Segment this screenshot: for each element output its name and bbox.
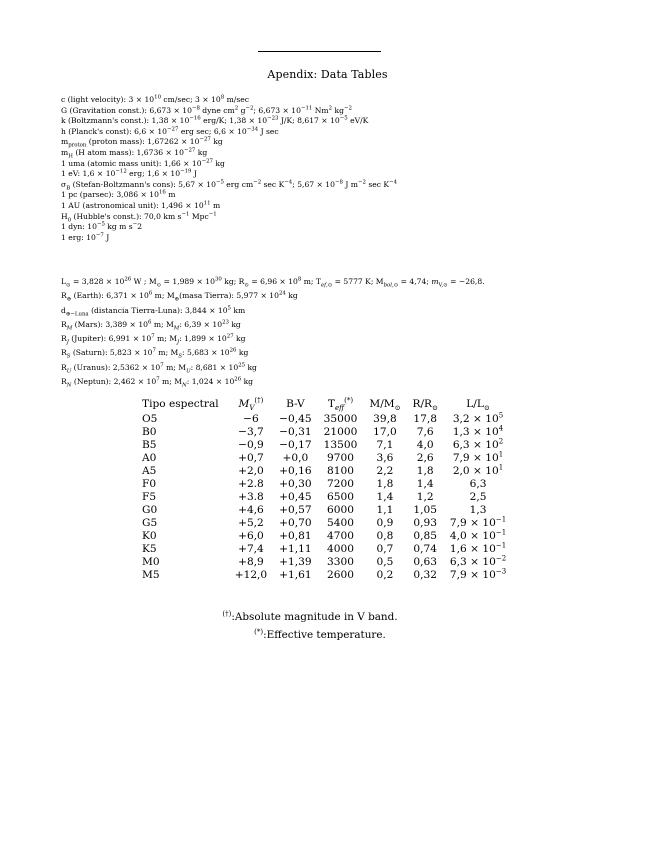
spectral-type-cell: B0 bbox=[142, 426, 157, 438]
table-cell: −0,31 bbox=[279, 426, 312, 438]
spectral-type-cell: F5 bbox=[142, 491, 157, 503]
spectral-type-cell: G0 bbox=[142, 504, 158, 516]
table-cell: 2600 bbox=[327, 569, 354, 581]
column-header: $R/R_⊙$ bbox=[412, 398, 438, 413]
table-cell: +0,70 bbox=[279, 517, 312, 529]
constant-value: $1,496 \times 10^{11}$ m bbox=[161, 200, 221, 210]
table-cell: 1,4 bbox=[416, 478, 434, 490]
table-cell: +0,7 bbox=[238, 452, 264, 464]
table-cell: 1,05 bbox=[413, 504, 437, 516]
table-cell: +6,0 bbox=[238, 530, 264, 542]
constant-value: $1,38 \times 10^{-16}$ erg/K; $1,38 \times 10^{-23}$ J/K; $8,617 \times 10^{-5}$ eV/K bbox=[151, 115, 369, 126]
constant-value: $10^{-5}$ kg m s−2 bbox=[87, 221, 143, 232]
solar-data-line: $R_U$ (Uranus): $2,5362 \times 10^7$ m; $M_U$: $8,681 \times 10^{25}$ kg bbox=[61, 362, 257, 375]
physical-constants-list bbox=[61, 95, 621, 243]
table-row bbox=[138, 413, 512, 426]
table-cell: 7,6 bbox=[416, 426, 434, 438]
constant-value: $3 \times 10^{10}$ cm/sec; $3 \times 10^8$ m/sec bbox=[128, 94, 249, 104]
table-cell: −6 bbox=[243, 413, 259, 425]
constant-label: 1 erg: bbox=[61, 232, 87, 242]
table-cell: 9700 bbox=[327, 452, 354, 464]
table-cell: 1,8 bbox=[416, 465, 434, 477]
spectral-type-cell: K5 bbox=[142, 543, 157, 555]
constant-line bbox=[61, 180, 621, 191]
solar-data-line: $d_{\oplus-Luna}$ (distancia Tierra-Luna): $3,844 \times 10^5$ km bbox=[61, 305, 246, 318]
table-cell: +0,81 bbox=[279, 530, 312, 542]
table-row bbox=[138, 543, 512, 556]
table-cell: +0,16 bbox=[279, 465, 312, 477]
table-cell: $1,3 \times 10^4$ bbox=[452, 424, 504, 438]
table-row bbox=[138, 569, 512, 582]
table-cell: $1,6 \times 10^{-1}$ bbox=[449, 541, 507, 555]
table-cell: 7,1 bbox=[376, 439, 394, 451]
spectral-type-cell: K0 bbox=[142, 530, 157, 542]
solar-data-line: $R_J$ (Jupiter): $6,991 \times 10^7$ m; $M_J$: $1,899 \times 10^{27}$ kg bbox=[61, 333, 246, 346]
constant-value: 70,0 km $s^{-1}$ Mpc$^{-1}$ bbox=[144, 211, 217, 221]
column-header: $T_{eff}^{(*)}$ bbox=[327, 396, 354, 413]
table-cell: 0,85 bbox=[413, 530, 437, 542]
constant-label: 1 AU (astronomical unit): bbox=[61, 200, 162, 210]
table-cell: $7,9 \times 10^{-1}$ bbox=[449, 515, 507, 529]
solar-data-line: $R_M$ (Mars): $3,389 \times 10^6$ m; $M_M$: $6,39 \times 10^{23}$ kg bbox=[61, 319, 241, 332]
constant-value: $5,67 \times 10^{-5}$ erg $cm^{-2}$ $\sec K^{-4}$; $5,67 \times 10^{-8}$ J $m^{-2}$ $\sec K^{-4}$ bbox=[178, 179, 398, 189]
constant-value: $3,086 \times 10^{16}$ m bbox=[116, 189, 176, 200]
table-cell: $3,2 \times 10^5$ bbox=[452, 411, 504, 425]
table-cell: 0,74 bbox=[413, 543, 437, 555]
table-cell: +12,0 bbox=[234, 569, 268, 581]
table-cell: 8100 bbox=[327, 465, 354, 477]
table-cell: 39,8 bbox=[373, 413, 397, 425]
column-header: B-V bbox=[286, 398, 305, 410]
table-cell: +0,30 bbox=[279, 478, 312, 490]
table-cell: 1,1 bbox=[376, 504, 394, 516]
footnote-text: :Absolute magnitude in V band. bbox=[231, 611, 398, 623]
table-cell: 17,8 bbox=[413, 413, 437, 425]
solar-data-line: $R_\oplus$ (Earth): $6,371 \times 10^6$ m; $M_\oplus(masa$ Tierra): $5,977 \times 10^{24}$ kg bbox=[61, 290, 298, 303]
table-cell: +8,9 bbox=[238, 556, 264, 568]
table-cell: 0,5 bbox=[376, 556, 394, 568]
table-cell: 2,2 bbox=[376, 465, 394, 477]
table-cell: 1,2 bbox=[416, 491, 434, 503]
constant-value: $1,67262 \times 10^{-27}$ kg bbox=[147, 136, 223, 147]
table-cell: 0,7 bbox=[376, 543, 394, 555]
table-cell: $2,0 \times 10^1$ bbox=[452, 463, 504, 477]
table-cell: 1,4 bbox=[376, 491, 394, 503]
table-cell: 0,2 bbox=[376, 569, 394, 581]
table-cell: −0,45 bbox=[279, 413, 312, 425]
spectral-type-cell: O5 bbox=[142, 413, 158, 425]
spectral-type-cell: F0 bbox=[142, 478, 157, 490]
constant-label: c (light velocity): bbox=[61, 95, 129, 104]
table-cell: 0,9 bbox=[376, 517, 394, 529]
table-cell: 0,8 bbox=[376, 530, 394, 542]
constant-label: 1 uma (atomic mass unit): bbox=[61, 158, 164, 168]
table-row bbox=[138, 491, 512, 504]
column-header: Tipo espectral bbox=[142, 398, 219, 410]
table-row bbox=[138, 452, 512, 465]
constant-label: G (Gravitation const.): bbox=[61, 105, 150, 115]
constant-label: h (Planck's const): bbox=[61, 126, 135, 136]
constant-line bbox=[61, 222, 621, 233]
table-cell: +4,6 bbox=[238, 504, 264, 516]
table-row bbox=[138, 517, 512, 530]
table-cell: 0,32 bbox=[413, 569, 437, 581]
table-cell: +2.8 bbox=[238, 478, 264, 490]
table-footnotes bbox=[0, 607, 560, 643]
table-cell: 4000 bbox=[327, 543, 354, 555]
constant-line bbox=[61, 95, 621, 106]
spectral-type-cell: A5 bbox=[142, 465, 157, 477]
table-row bbox=[138, 465, 512, 478]
table-row bbox=[138, 530, 512, 543]
constant-label: 1 pc (parsec): bbox=[61, 190, 117, 200]
table-cell: 17,0 bbox=[373, 426, 397, 438]
table-body bbox=[138, 413, 512, 582]
table-cell: +3.8 bbox=[238, 491, 264, 503]
constant-value: $6,6 \times 10^{-27}$ erg sec; $6,6 \times 10^{-34}$ J sec bbox=[134, 126, 279, 136]
spectral-type-cell: M0 bbox=[142, 556, 160, 568]
constant-line bbox=[61, 116, 621, 127]
spectral-type-cell: M5 bbox=[142, 569, 160, 581]
table-cell: 6,3 bbox=[469, 478, 487, 490]
table-cell: 21000 bbox=[323, 426, 358, 438]
table-row bbox=[138, 439, 512, 452]
constant-line bbox=[61, 106, 621, 117]
table-cell: 2,5 bbox=[469, 491, 487, 503]
spectral-type-cell: A0 bbox=[142, 452, 157, 464]
constant-label: 1 dyn: bbox=[61, 222, 88, 232]
constant-value: $1,66 \times 10^{-27}$ kg bbox=[163, 158, 225, 168]
solar-data-line: $R_S$ (Saturn): $5,823 \times 10^7$ m; $M_S$: $5,683 \times 10^{26}$ kg bbox=[61, 347, 249, 360]
constant-line bbox=[61, 148, 621, 159]
solar-data-line: $L_⊙ = 3,828 \times 10^{26}$ W ; $M_⊙ = 1,989 \times 10^{30}$ kg; $R_⊙ = 6,96 \times 10^8$ m; $T_{ef,⊙} = 5777$ K; $M_{bol,⊙} = 4,74$; $m_{V,⊙} = -26,8$. bbox=[61, 276, 485, 289]
table-cell: 1,8 bbox=[376, 478, 394, 490]
table-cell: $4,0 \times 10^{-1}$ bbox=[449, 528, 507, 542]
solar-system-data-list bbox=[61, 275, 641, 389]
stellar-properties-table bbox=[138, 398, 512, 582]
table-cell: +1,61 bbox=[279, 569, 312, 581]
constant-line bbox=[61, 233, 621, 244]
table-cell: 13500 bbox=[323, 439, 358, 451]
table-row bbox=[138, 504, 512, 517]
table-header-row bbox=[138, 398, 512, 413]
constant-line bbox=[61, 159, 621, 170]
table-cell: $6,3 \times 10^{-2}$ bbox=[449, 554, 507, 568]
table-cell: −0,17 bbox=[279, 439, 312, 451]
constant-label: $\sigma_B$ (Stefan-Boltzmann's cons): bbox=[61, 179, 179, 192]
constant-label: $H_0$ (Hubble's const.): bbox=[61, 211, 145, 224]
constant-line bbox=[61, 127, 621, 138]
footnote-mark: (*) bbox=[254, 628, 264, 636]
table-cell: 3,6 bbox=[376, 452, 394, 464]
table-cell: 3300 bbox=[327, 556, 354, 568]
column-header: $L/L_⊙$ bbox=[466, 398, 490, 413]
table-cell: 7200 bbox=[327, 478, 354, 490]
solar-data-line: $R_N$ (Neptun): $2,462 \times 10^7$ m; $M_N$: $1,024 \times 10^{26}$ kg bbox=[61, 376, 254, 389]
table-cell: 0,93 bbox=[413, 517, 437, 529]
constant-label: $m_H$ (H atom mass): bbox=[61, 147, 137, 160]
constant-line bbox=[61, 190, 621, 201]
footnote-text: :Effective temperature. bbox=[263, 629, 386, 641]
table-cell: +2,0 bbox=[238, 465, 264, 477]
table-cell: 6000 bbox=[327, 504, 354, 516]
constant-line bbox=[61, 212, 621, 223]
table-cell: $7,9 \times 10^{-3}$ bbox=[449, 567, 507, 581]
table-cell: 4700 bbox=[327, 530, 354, 542]
table-row bbox=[138, 478, 512, 491]
table-row bbox=[138, 556, 512, 569]
footnote bbox=[0, 625, 560, 643]
table-cell: −0,9 bbox=[238, 439, 264, 451]
constant-label: 1 eV: bbox=[61, 169, 83, 179]
table-cell: +0,0 bbox=[282, 452, 309, 464]
column-header: $M_V^{(\dagger)}$ bbox=[238, 396, 264, 413]
constant-label: k (Boltzmann's const.): bbox=[61, 116, 152, 126]
column-header: $M/M_⊙$ bbox=[369, 398, 401, 413]
table-cell: $7,9 \times 10^1$ bbox=[452, 450, 504, 464]
table-cell: +5,2 bbox=[238, 517, 264, 529]
constant-value: $10^{-7}$ J bbox=[86, 232, 110, 242]
constant-value: $6,673 \times 10^{-8}$ dyne $cm^2$ $g^{-2}$; $6,673 \times 10^{-11}$ Nm$^2$ $kg^{-2}$ bbox=[149, 105, 352, 115]
table-cell: $6,3 \times 10^2$ bbox=[452, 437, 504, 451]
constant-line bbox=[61, 169, 621, 180]
constant-label: $m_{proton}$ (proton mass): bbox=[61, 137, 148, 149]
table-row bbox=[138, 426, 512, 439]
table-cell: +1,39 bbox=[279, 556, 312, 568]
table-cell: −3,7 bbox=[238, 426, 264, 438]
page-title: Apendix: Data Tables bbox=[267, 68, 388, 81]
table-cell: +0,45 bbox=[279, 491, 312, 503]
table-cell: 35000 bbox=[323, 413, 358, 425]
table-cell: 5400 bbox=[327, 517, 354, 529]
table-cell: +1,11 bbox=[279, 543, 312, 555]
spectral-type-cell: G5 bbox=[142, 517, 158, 529]
table-cell: +7,4 bbox=[238, 543, 264, 555]
top-rule bbox=[258, 51, 381, 52]
table-cell: 4,0 bbox=[416, 439, 434, 451]
table-cell: 6500 bbox=[327, 491, 354, 503]
constant-line bbox=[61, 201, 621, 212]
constant-line bbox=[61, 137, 621, 148]
spectral-type-cell: B5 bbox=[142, 439, 157, 451]
table-cell: +0,57 bbox=[279, 504, 312, 516]
table-cell: 0,63 bbox=[413, 556, 437, 568]
table-cell: 2,6 bbox=[416, 452, 434, 464]
constant-value: $1,6736 \times 10^{-27}$ kg bbox=[136, 147, 208, 157]
footnote bbox=[0, 607, 560, 625]
footnote-mark: (†) bbox=[222, 610, 232, 618]
table-cell: 1,3 bbox=[469, 504, 487, 516]
constant-value: $1,6 \times 10^{-12}$ erg; $1,6 \times 10^{-19}$ J bbox=[82, 168, 197, 179]
